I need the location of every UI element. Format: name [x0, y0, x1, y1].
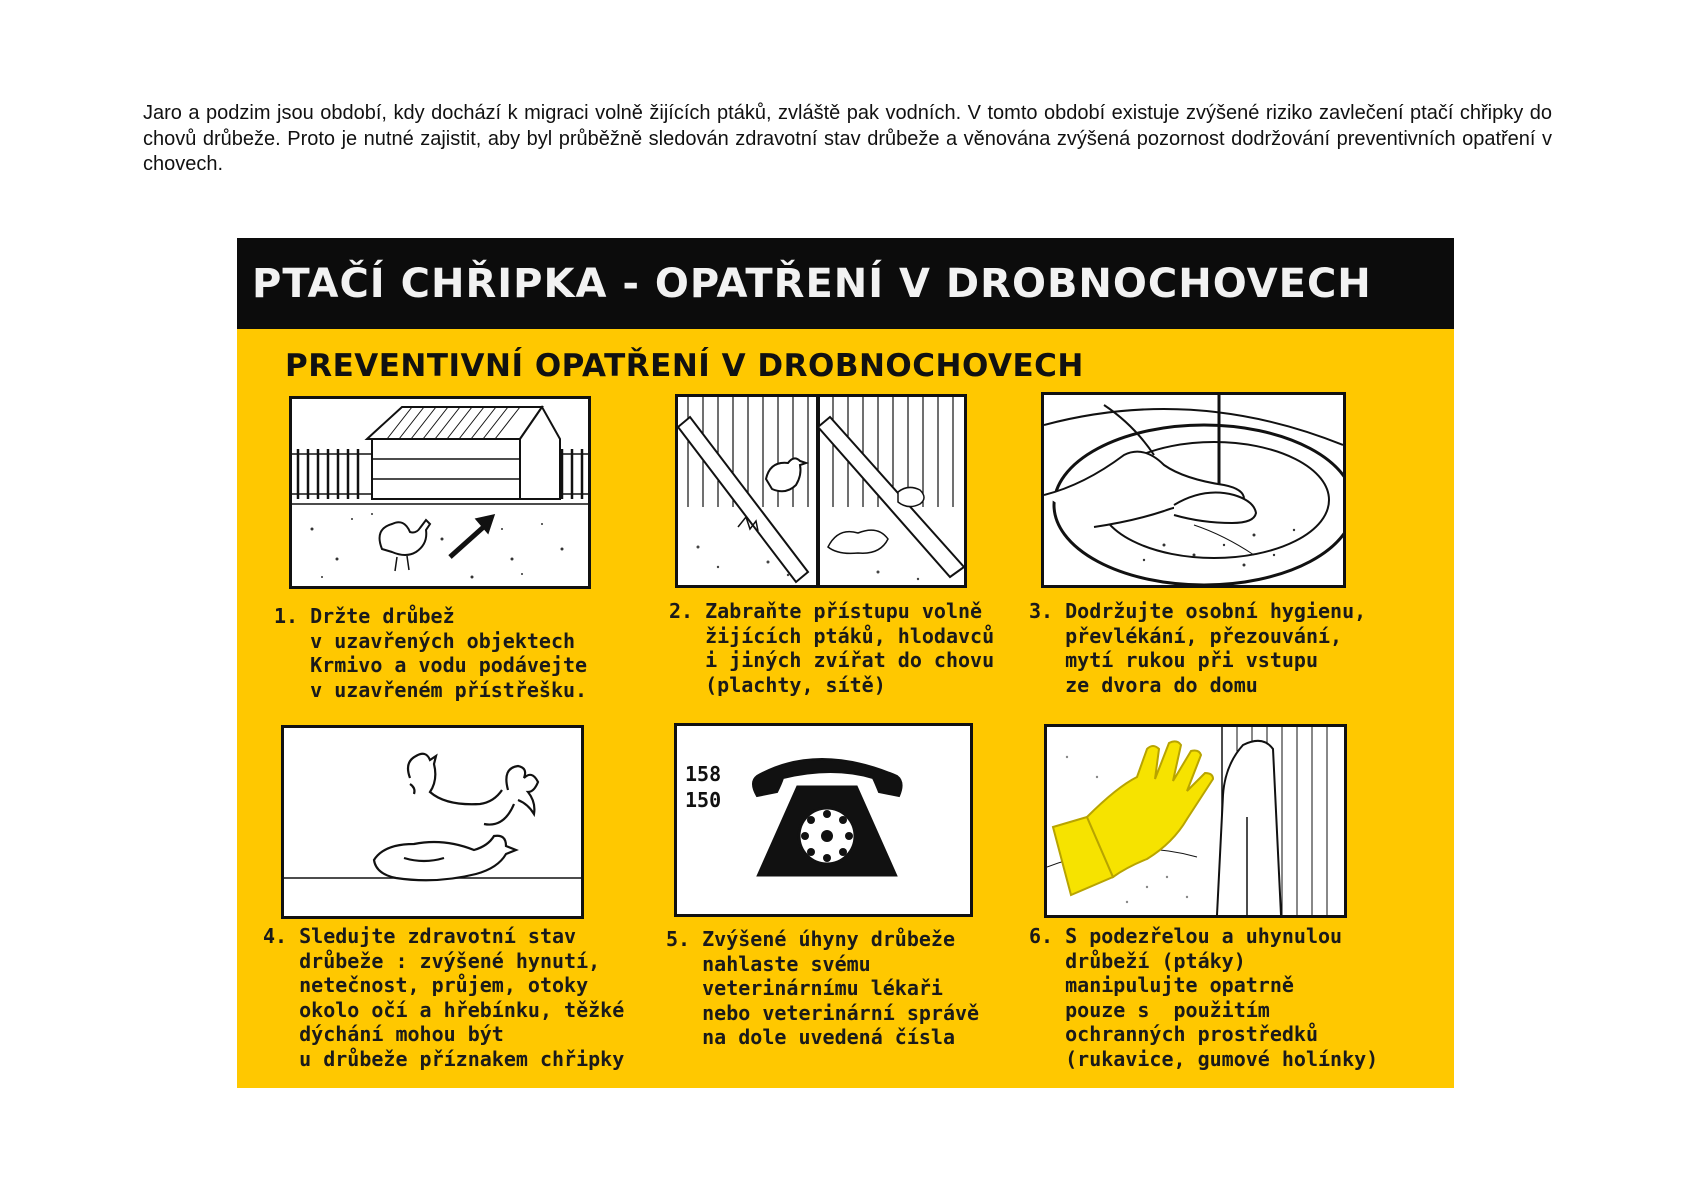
- caption-item-6: 6. S podezřelou a uhynulou drůbeží (ptáky) manipulujte opatrně pouze s použitím ochranných prostředků (rukavice, gumové holínky): [1029, 924, 1379, 1071]
- net-illustration: [678, 397, 964, 585]
- illustration-telephone: [674, 723, 973, 917]
- illustration-net: [675, 394, 967, 588]
- caption-item-5: 5. Zvýšené úhyny drůbeže nahlaste svému veterinárnímu lékaři nebo veterinární správě na dole uvedená čísla: [666, 927, 980, 1049]
- telephone-icon: [677, 726, 970, 914]
- poster-title: PTAČÍ CHŘIPKA - OPATŘENÍ V DROBNOCHOVECH: [237, 238, 1454, 329]
- caption-item-3: 3. Dodržujte osobní hygienu, převlékání, přezouvání, mytí rukou při vstupu ze dvora do domu: [1029, 599, 1367, 697]
- phone-numbers: 158 150: [685, 762, 722, 812]
- intro-paragraph: Jaro a podzim jsou období, kdy dochází k migraci volně žijících ptáků, zvláště pak vodních. V tomto období existuje zvýšené riziko zavlečení ptačí chřipky do chovů drůbeže. Proto je nutné zajistit, aby byl průběžně sledován zdravotní stav drůbeže a věnována zvýšená pozornost dodržování preventivních opatření v chovech.: [143, 102, 1552, 175]
- illustration-sick-chickens: [281, 725, 584, 919]
- poster-subtitle: PREVENTIVNÍ OPATŘENÍ V DROBNOCHOVECH: [285, 348, 1084, 384]
- bird-flu-poster: [237, 238, 1454, 1088]
- caption-item-1: 1. Držte drůbež v uzavřených objektech Krmivo a vodu podávejte v uzavřeném přístřešku.: [274, 604, 588, 702]
- caption-item-2: 2. Zabraňte přístupu volně žijících ptáků, hlodavců i jiných zvířat do chovu (plachty, sítě): [669, 599, 995, 697]
- illustration-handwash: [1041, 392, 1346, 588]
- illustration-coop: [289, 396, 591, 589]
- handwash-illustration: [1044, 395, 1343, 585]
- glove-boots-illustration: [1047, 727, 1344, 915]
- sick-chickens-illustration: [284, 728, 581, 916]
- coop-illustration: [292, 399, 588, 586]
- illustration-glove-boots: [1044, 724, 1347, 918]
- caption-item-4: 4. Sledujte zdravotní stav drůbeže : zvýšené hynutí, netečnost, průjem, otoky okolo očí a hřebínku, těžké dýchání mohou být u drůbeže příznakem chřipky: [263, 924, 625, 1071]
